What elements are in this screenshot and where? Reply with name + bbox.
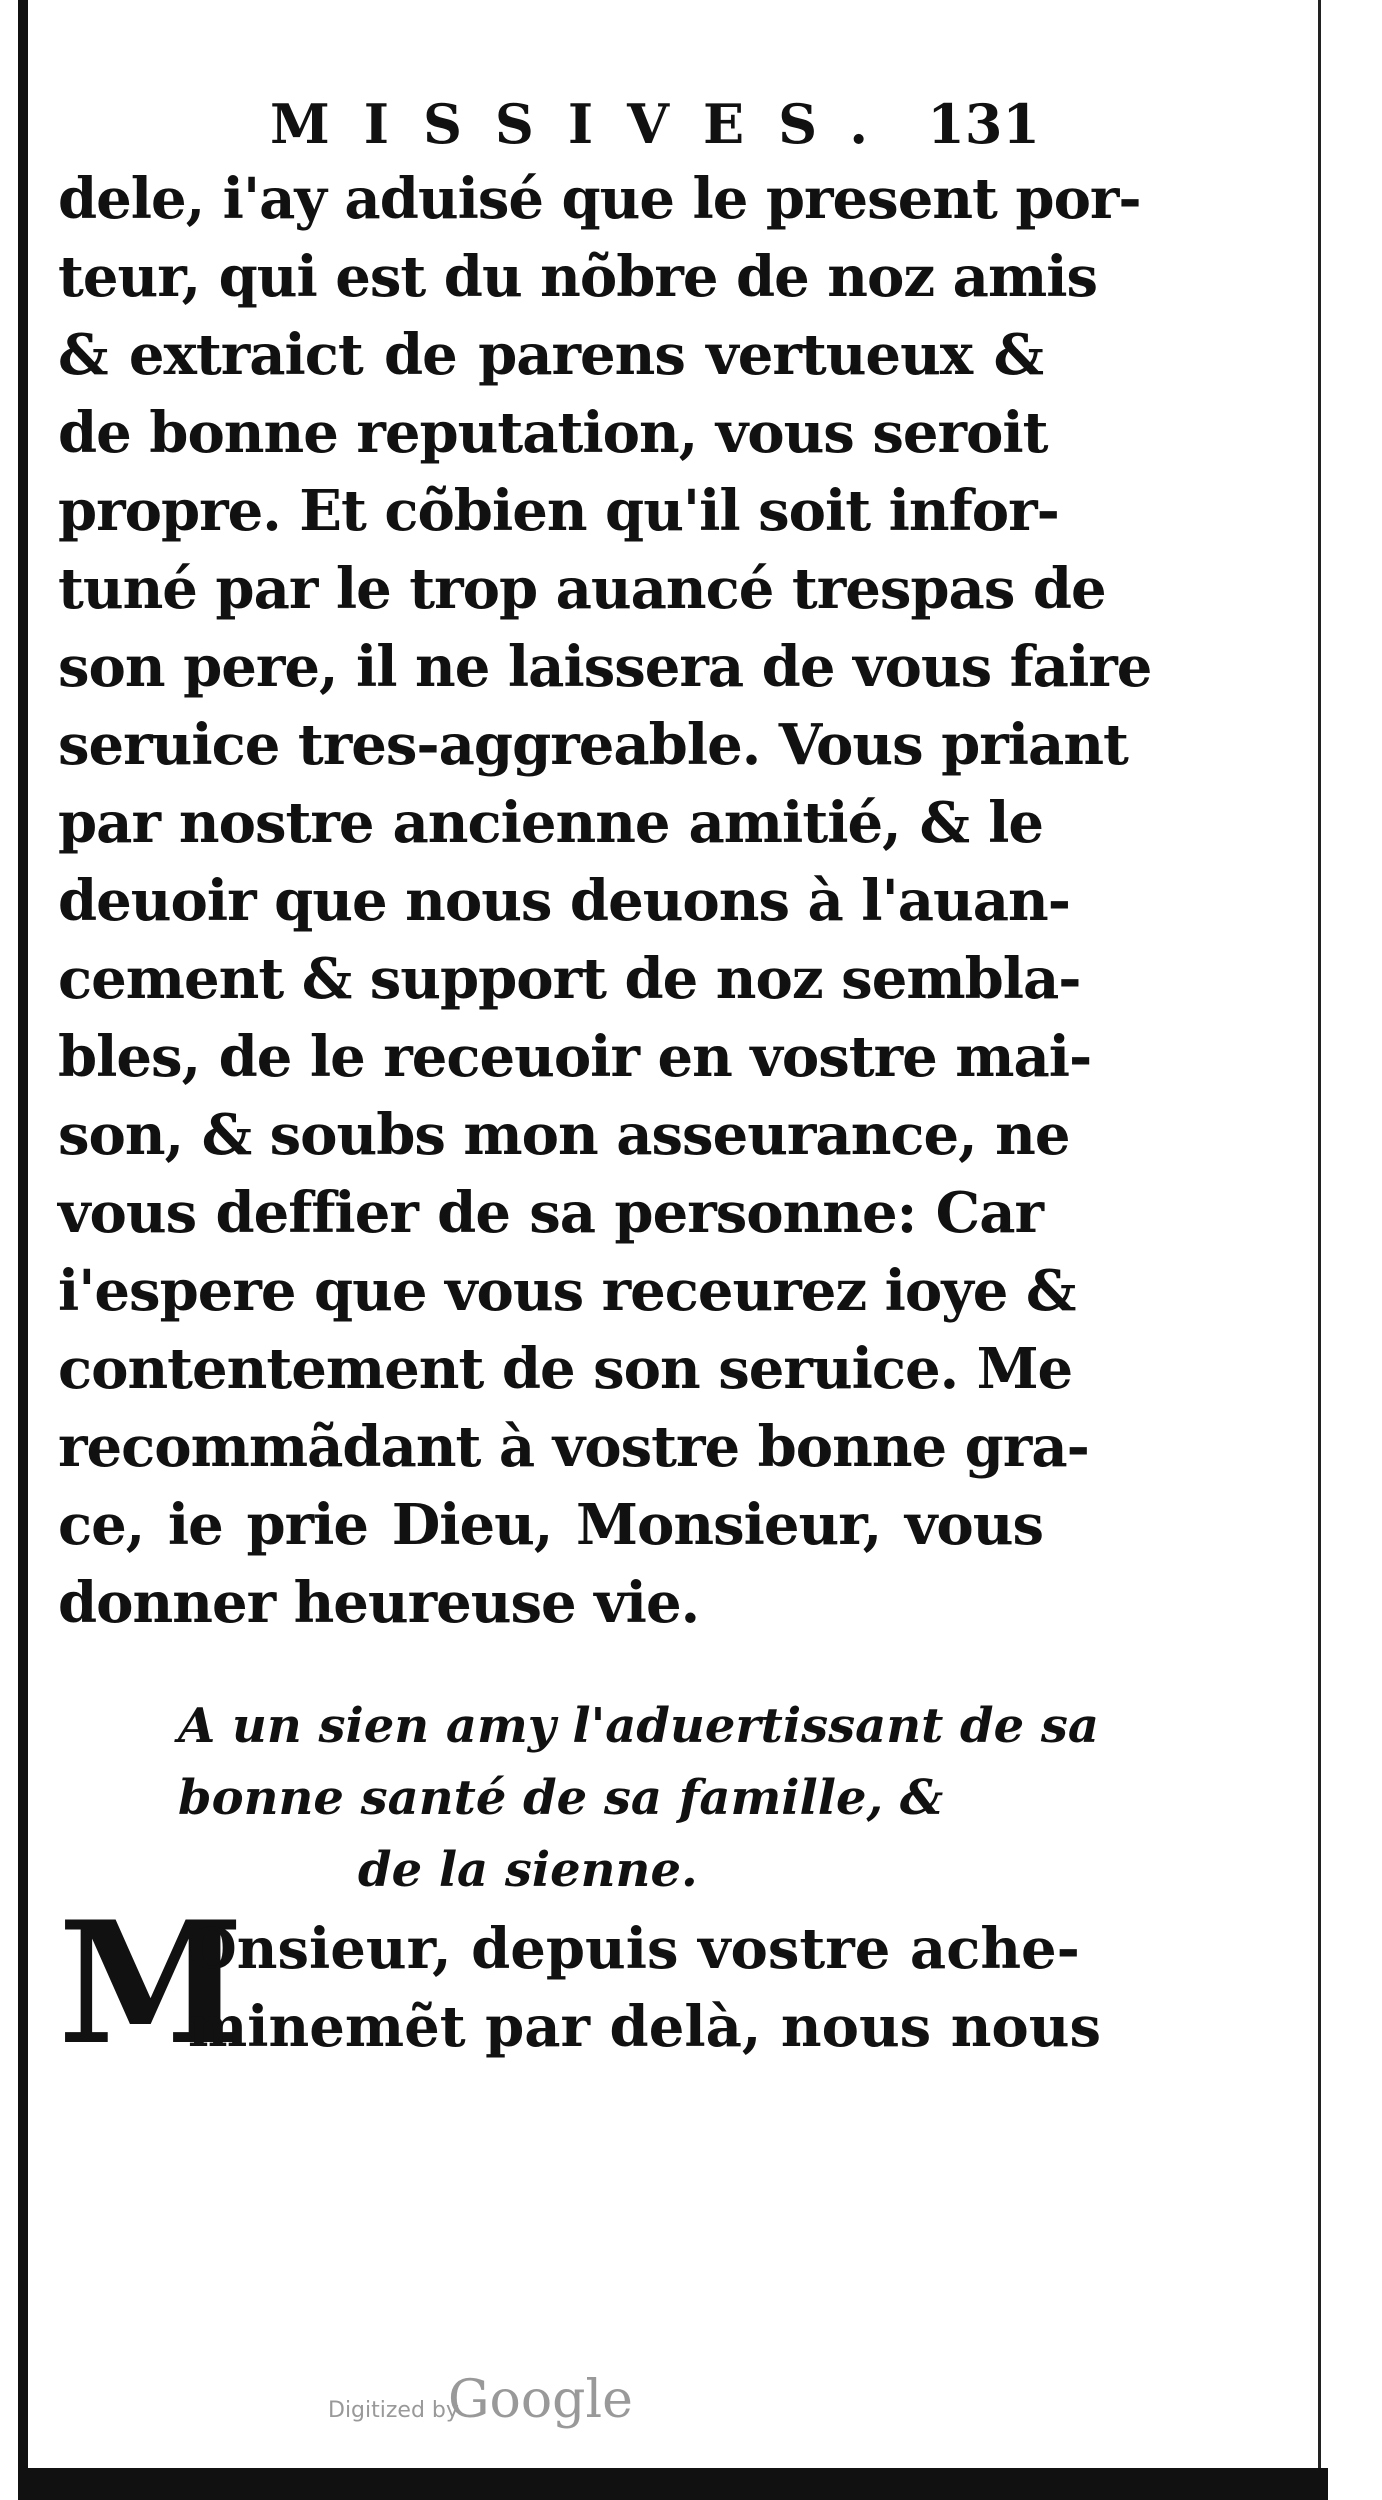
- heading-line: bonne santé de sa famille, &: [178, 1770, 944, 1826]
- text-line: tuné par le trop auancé trespas de: [58, 556, 1106, 622]
- page-right-edge: [1318, 0, 1321, 2500]
- running-title: MISSIVES.: [270, 92, 903, 156]
- text-line: de bonne reputation, vous seroit: [58, 400, 1048, 466]
- page-header: [270, 92, 1050, 162]
- text-line: seruice tres-aggreable. Vous priant: [58, 712, 1128, 778]
- body-text: [58, 160, 1152, 1642]
- letter-opening: [58, 1884, 1102, 2082]
- text-line: recommãdant à vostre bonne gra-: [58, 1414, 1089, 1480]
- text-line: & extraict de parens vertueux &: [58, 322, 1043, 388]
- text-line: dele, i'ay aduisé que le present por-: [58, 166, 1141, 232]
- page-number: 131: [927, 92, 1040, 156]
- text-line: vous deffier de sa personne: Car: [58, 1180, 1043, 1246]
- text-line-last: donner heureuse vie.: [58, 1570, 700, 1636]
- heading-line: de la sienne.: [358, 1842, 698, 1898]
- letter-line: Onsieur, depuis vostre ache-: [188, 1916, 1080, 1982]
- watermark-brand: Google: [448, 2370, 633, 2430]
- text-line: son, & soubs mon asseurance, ne: [58, 1102, 1070, 1168]
- watermark-prefix: Digitized by: [328, 2398, 459, 2423]
- text-line: ce, ie prie Dieu, Monsieur, vous: [58, 1492, 1043, 1558]
- text-line: contentement de son seruice. Me: [58, 1336, 1073, 1402]
- text-line: propre. Et cõbien qu'il soit infor-: [58, 478, 1059, 544]
- heading-line: A un sien amy l'aduertissant de sa: [178, 1698, 1099, 1754]
- text-line: deuoir que nous deuons à l'auan-: [58, 868, 1070, 934]
- letter-line: minemẽt par delà, nous nous: [188, 1994, 1102, 2060]
- text-line: par nostre ancienne amitié, & le: [58, 790, 1043, 856]
- text-line: i'espere que vous receurez ioye &: [58, 1258, 1076, 1324]
- section-heading: [58, 1690, 1099, 1906]
- text-line: teur, qui est du nõbre de noz amis: [58, 244, 1097, 310]
- text-line: cement & support de noz sembla-: [58, 946, 1081, 1012]
- page-bottom-edge: [18, 2468, 1328, 2500]
- drop-cap: M: [58, 1884, 244, 2082]
- text-line: bles, de le receuoir en vostre mai-: [58, 1024, 1092, 1090]
- page-binding-edge: [18, 0, 28, 2500]
- text-line: son pere, il ne laissera de vous faire: [58, 634, 1152, 700]
